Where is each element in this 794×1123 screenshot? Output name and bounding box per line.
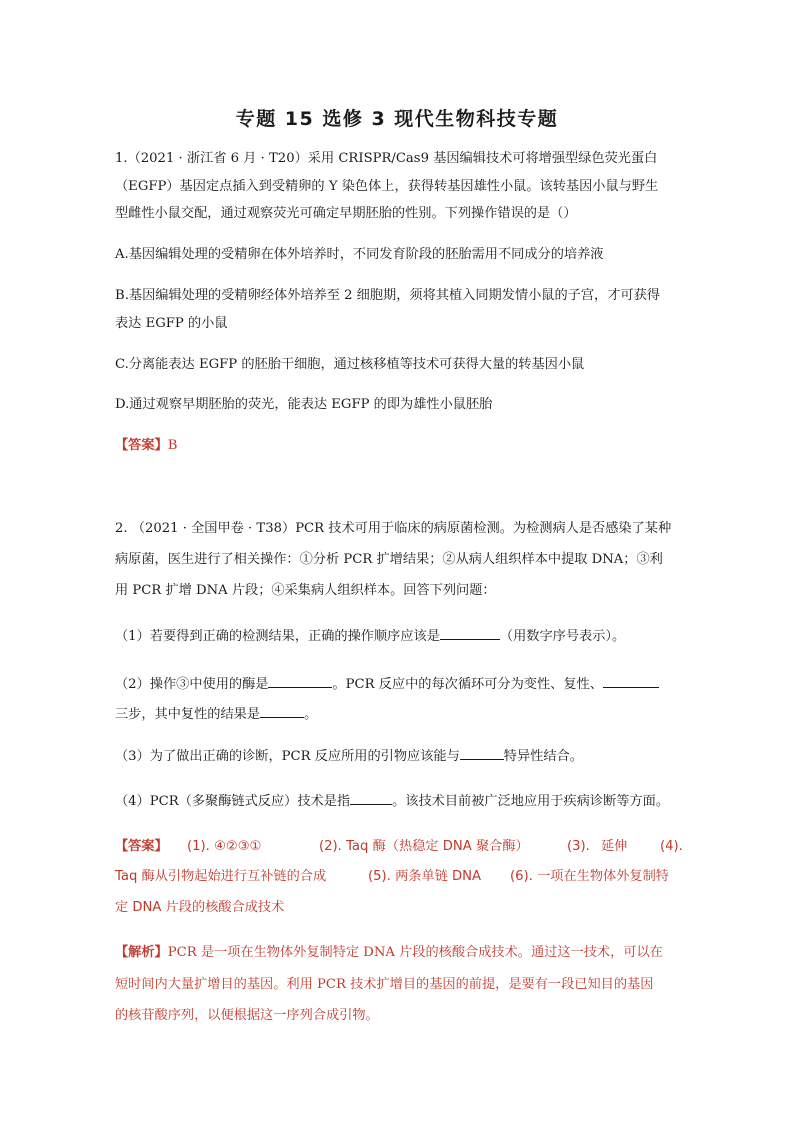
page-title: 专题 15 选修 3 现代生物科技专题 — [235, 108, 559, 130]
q2-answer-label: 【答案】 — [115, 839, 168, 854]
q2-answer-4-value: Taq 酶从引物起始进行互补链的合成 — [115, 869, 327, 884]
q2-answer-line-3: 定 DNA 片段的核酸合成技术 — [115, 900, 285, 915]
q2-sub-question-1 — [115, 627, 625, 646]
q2-answer-4: (4). — [660, 839, 683, 854]
q2-answer-line-1 — [115, 838, 683, 856]
q2-sub2-blank-1[interactable] — [268, 675, 332, 688]
q2-analysis-line-3: 的核苷酸序列，以便根据这一序列合成引物。 — [115, 1008, 379, 1023]
q2-sub2-text-b: 。PCR 反应中的每次循环可分为变性、复性、 — [332, 677, 603, 692]
q2-sub1-text-a: （1）若要得到正确的检测结果，正确的操作顺序应该是 — [115, 629, 440, 644]
q2-sub-question-2-line-2 — [115, 705, 317, 724]
q1-option-b-line-1: B.基因编辑处理的受精卵经体外培养至 2 细胞期，须将其植入同期发情小鼠的子宫，才可获得 — [115, 288, 660, 303]
q1-stem-line-2: （EGFP）基因定点插入到受精卵的 Y 染色体上，获得转基因雄性小鼠。该转基因小鼠与野生 — [115, 179, 659, 194]
q2-sub2-blank-3[interactable] — [260, 705, 304, 718]
q2-sub4-blank[interactable] — [350, 792, 392, 805]
q2-stem-line-1: 2. （2021 · 全国甲卷 · T38）PCR 技术可用于临床的病原菌检测。为检测病人是否感染了某种 — [115, 521, 672, 536]
q2-answer-6: (6). 一项在生物体外复制特 — [510, 869, 669, 884]
q1-stem-line-1: 1.（2021 · 浙江省 6 月 · T20）采用 CRISPR/Cas9 基因编辑技术可将增强型绿色荧光蛋白 — [115, 151, 658, 166]
q1-answer — [115, 437, 177, 455]
q2-sub1-blank[interactable] — [440, 627, 500, 640]
q2-sub3-text-a: （3）为了做出正确的诊断，PCR 反应所用的引物应该能与 — [115, 749, 460, 764]
q1-option-d: D.通过观察早期胚胎的荧光，能表达 EGFP 的即为雄性小鼠胚胎 — [115, 397, 493, 412]
q2-analysis-text-1: PCR 是一项在生物体外复制特定 DNA 片段的核酸合成技术。通过这一技术，可以在 — [167, 945, 663, 960]
q2-sub-question-3 — [115, 747, 583, 766]
q2-sub2-text-a: （2）操作③中使用的酶是 — [115, 677, 269, 692]
q2-sub3-text-b: 特异性结合。 — [503, 749, 583, 764]
q2-sub4-text-a: （4）PCR（多聚酶链式反应）技术是指 — [115, 794, 351, 809]
q1-stem-line-3: 型雌性小鼠交配，通过观察荧光可确定早期胚胎的性别。下列操作错误的是（） — [115, 206, 577, 221]
q2-sub1-text-b: （用数字序号表示）。 — [499, 629, 626, 644]
q2-sub2-text-d: 。 — [304, 707, 318, 722]
q2-sub2-blank-2[interactable] — [603, 675, 659, 688]
q2-analysis-line-2: 短时间内大量扩增目的基因。利用 PCR 技术扩增目的基因的前提，是要有一段已知目的基因 — [115, 977, 654, 992]
q2-stem-line-3: 用 PCR 扩增 DNA 片段；④采集病人组织样本。回答下列问题： — [115, 583, 496, 598]
q1-option-b-line-2: 表达 EGFP 的小鼠 — [115, 316, 228, 331]
q1-option-c: C.分离能表达 EGFP 的胚胎干细胞，通过核移植等技术可获得大量的转基因小鼠 — [115, 357, 585, 372]
q2-answer-1: (1). ④②③① — [187, 839, 262, 854]
q2-answer-line-2 — [115, 868, 680, 886]
q2-sub-question-2-line-1 — [115, 675, 659, 694]
q2-answer-5: (5). 两条单链 DNA — [368, 869, 482, 884]
q2-analysis-label: 【解析】 — [115, 945, 168, 960]
q2-sub3-blank[interactable] — [460, 747, 504, 760]
q2-analysis-line-1 — [115, 944, 663, 962]
q2-answer-2: (2). Taq 酶（热稳定 DNA 聚合酶） — [319, 839, 529, 854]
q2-stem-line-2: 病原菌，医生进行了相关操作：①分析 PCR 扩增结果；②从病人组织样本中提取 DNA；③利 — [115, 552, 663, 567]
q1-answer-value: B — [167, 438, 178, 453]
q2-answer-3-value: 延伸 — [601, 839, 628, 854]
q2-sub4-text-b: 。该技术目前被广泛地应用于疾病诊断等方面。 — [392, 794, 670, 809]
q2-sub2-text-c: 三步，其中复性的结果是 — [115, 707, 261, 722]
q2-answer-3: (3). — [567, 839, 590, 854]
q2-sub-question-4 — [115, 792, 669, 811]
q1-option-a: A.基因编辑处理的受精卵在体外培养时，不同发育阶段的胚胎需用不同成分的培养液 — [115, 247, 604, 262]
q1-answer-label: 【答案】 — [115, 438, 168, 453]
